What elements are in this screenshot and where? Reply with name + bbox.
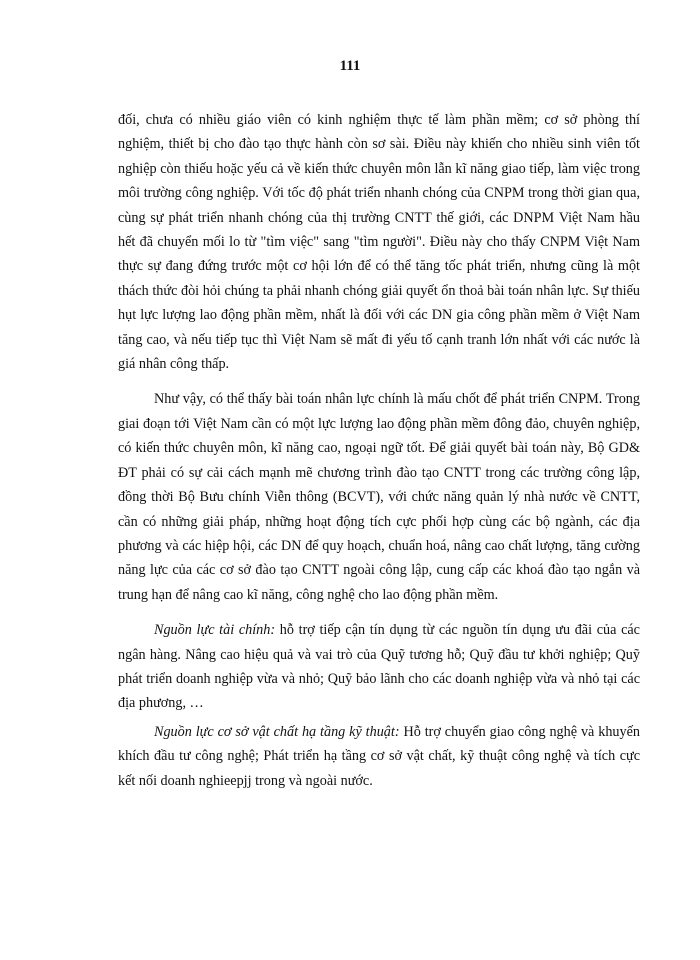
paragraph-continuation: đối, chưa có nhiều giáo viên có kinh nghiệm thực tế làm phần mềm; cơ sở phòng thí nghiệm, thiết bị cho đào tạo thực hành còn sơ sài. Điều này khiến cho nhiều sinh viên tốt nghiệp còn thiếu hoặc yếu cả về kiến thức chuyên môn lẫn kĩ năng giao tiếp, làm việc trong môi trường công nghiệp. Với tốc độ phát triển nhanh chóng của CNPM trong thời gian qua, cùng sự phát triển nhanh chóng của thị trường CNTT thế giới, các DNPM Việt Nam hầu hết đã chuyển mối lo từ "tìm việc" sang "tìm người". Điều này cho thấy CNPM Việt Nam thực sự đang đứng trước một cơ hội lớn để có thể tăng tốc phát triển, nhưng cũng là một thách thức đòi hỏi chúng ta phải nhanh chóng giải quyết ổn thoả bài toán nhân lực. Sự thiếu hụt lực lượng lao động phần mềm, nhất là đối với các DN gia công phần mềm ở Việt Nam tăng cao, và nếu tiếp tục thì Việt Nam sẽ mất đi yếu tố cạnh tranh lớn nhất với các nước là giá nhân công thấp. — [118, 112, 640, 373]
infrastructure-resources-heading: Nguồn lực cơ sở vật chất hạ tầng kỹ thuật: — [154, 723, 400, 740]
paragraph-infrastructure-resources — [118, 720, 640, 793]
page-number: 111 — [339, 58, 361, 74]
document-body — [118, 108, 640, 793]
financial-resources-heading: Nguồn lực tài chính: — [154, 622, 276, 639]
paragraph-financial-resources — [118, 618, 640, 716]
infrastructure-resources-text: Hỗ trợ chuyển giao công nghệ và khuyến khích đầu tư công nghệ; Phát triển hạ tầng cơ sở vật chất, kỹ thuật công nghệ và tích cực kết nối doanh nghieepjj trong và ngoài nước. — [118, 723, 641, 789]
financial-resources-text: hỗ trợ tiếp cận tín dụng từ các nguồn tín dụng ưu đãi của các ngân hàng. Nâng cao hiệu quả và vai trò của Quỹ tương hỗ; Quỹ đầu tư khởi nghiệp; Quỹ phát triển doanh nghiệp vừa và nhỏ; Quỹ bảo lãnh cho các doanh nghiệp vừa và nhỏ tại các địa phương, … — [118, 622, 640, 712]
paragraph-human-resources: Như vậy, có thể thấy bài toán nhân lực chính là mấu chốt để phát triển CNPM. Trong giai đoạn tới Việt Nam cần có một lực lượng lao động phần mềm đông đảo, chuyên nghiệp, có kiến thức chuyên môn, kĩ năng cao, ngoại ngữ tốt. Để giải quyết bài toán này, Bộ GD& ĐT phải có sự cải cách mạnh mẽ chương trình đào tạo CNTT trong các trường công lập, đồng thời Bộ Bưu chính Viễn thông (BCVT), với chức năng quản lý nhà nước về CNTT, cần có những giải pháp, những hoạt động tích cực phối hợp cùng các bộ ngành, các địa phương và các hiệp hội, các DN để quy hoạch, chuẩn hoá, nâng cao chất lượng, tăng cường năng lực của các cơ sở đào tạo CNTT ngoài công lập, cung cấp các khoá đào tạo ngắn và trung hạn để nâng cao kĩ năng, công nghệ cho lao động phần mềm. — [118, 391, 640, 603]
